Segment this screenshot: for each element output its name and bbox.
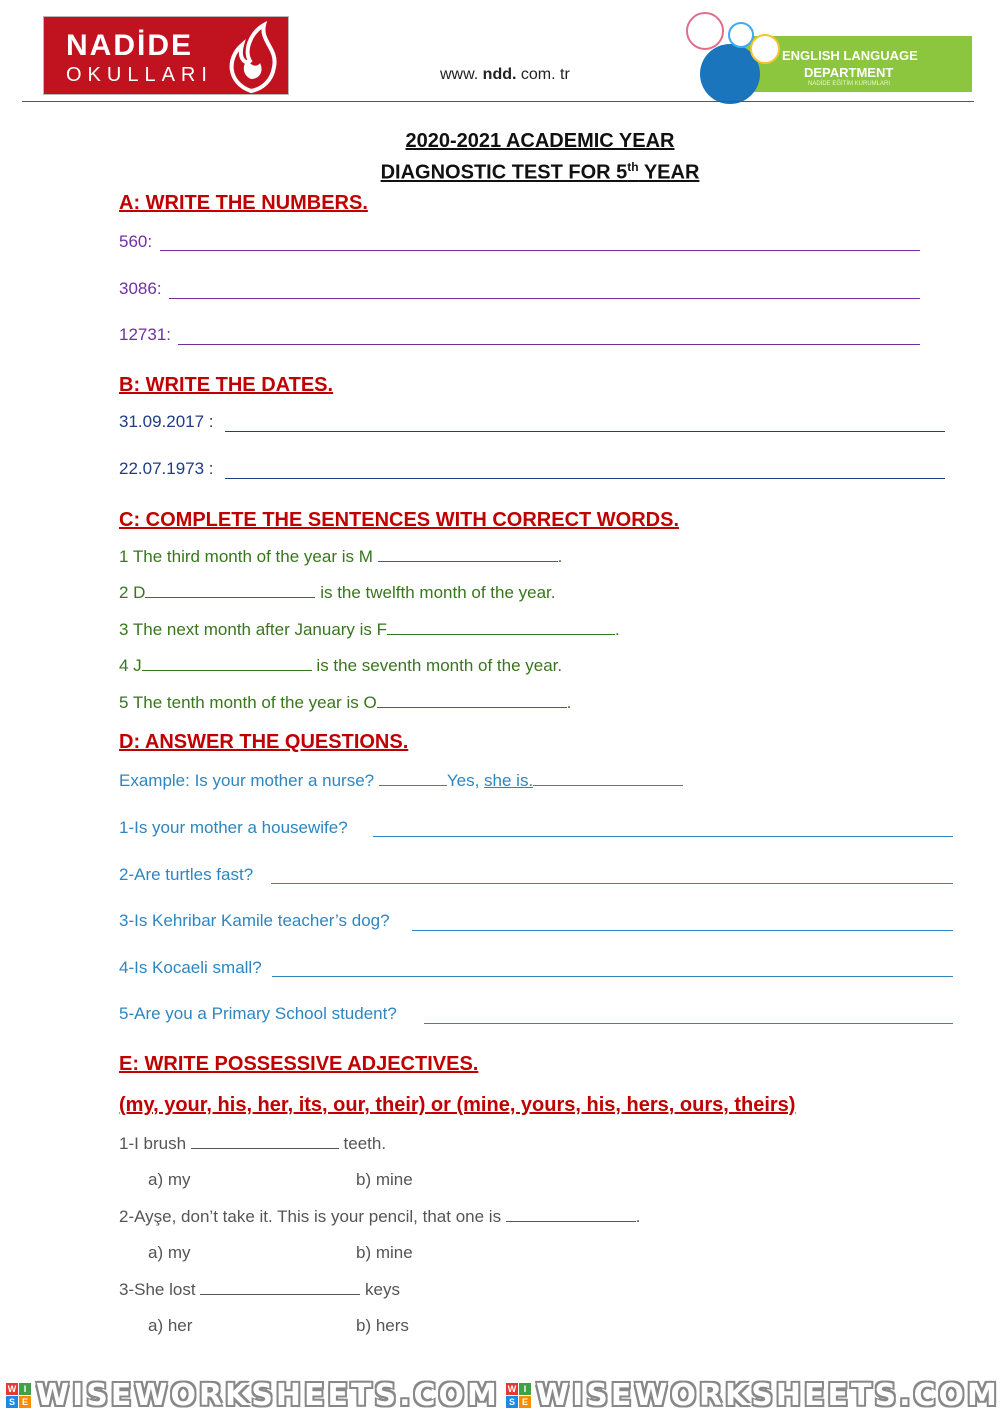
date-item: 31.09.2017 : xyxy=(119,412,214,431)
answer-line[interactable] xyxy=(160,250,920,251)
section-e-word-list: (my, your, his, her, its, our, their) or (mine, yours, his, hers, ours, theirs) xyxy=(119,1094,796,1116)
blank[interactable] xyxy=(506,1207,636,1222)
smiley-face-icon xyxy=(750,34,780,64)
logo-line2: OKULLARI xyxy=(66,64,213,86)
option-b[interactable]: b) hers xyxy=(356,1316,409,1335)
flame-logo-icon xyxy=(220,21,282,93)
school-logo xyxy=(43,16,289,95)
date-item: 22.07.1973 : xyxy=(119,459,214,478)
watermark-text: WISEWORKSHEETS.COM xyxy=(36,1378,500,1413)
option-a[interactable]: a) my xyxy=(148,1170,191,1189)
sentence-item: 5 The tenth month of the year is O . xyxy=(119,693,572,712)
header-divider xyxy=(22,101,974,102)
number-item: 12731: xyxy=(119,325,171,344)
answer-line[interactable] xyxy=(271,883,953,884)
sentence-item: 1 The third month of the year is M . xyxy=(119,547,563,566)
question-item: 3-Is Kehribar Kamile teacher’s dog? xyxy=(119,911,390,930)
blank xyxy=(533,771,683,786)
answer-line[interactable] xyxy=(225,431,945,432)
website-url: www. ndd. com. tr xyxy=(440,66,570,83)
answer-line[interactable] xyxy=(178,344,920,345)
page-subtitle: DIAGNOSTIC TEST FOR 5th YEAR xyxy=(380,160,700,184)
section-b-heading: B: WRITE THE DATES. xyxy=(119,374,334,396)
possessive-question: 1-I brush teeth. xyxy=(119,1134,387,1153)
answer-line[interactable] xyxy=(225,478,945,479)
section-e-heading: E: WRITE POSSESSIVE ADJECTIVES. xyxy=(119,1053,479,1075)
blank[interactable] xyxy=(377,693,567,708)
wiseworksheets-icon: W I S E xyxy=(506,1383,532,1409)
question-item: 5-Are you a Primary School student? xyxy=(119,1004,397,1023)
option-a[interactable]: a) her xyxy=(148,1316,193,1335)
blank xyxy=(379,771,447,786)
blank[interactable] xyxy=(200,1280,360,1295)
number-item: 560: xyxy=(119,232,153,251)
english-department-logo xyxy=(700,16,975,96)
option-b[interactable]: b) mine xyxy=(356,1170,413,1189)
logo-line1: NADİDE xyxy=(66,29,194,62)
blank[interactable] xyxy=(387,620,615,635)
section-c-heading: C: COMPLETE THE SENTENCES WITH CORRECT WORDS. xyxy=(119,509,679,531)
sentence-item: 2 D is the twelfth month of the year. xyxy=(119,583,556,602)
question-item: 2-Are turtles fast? xyxy=(119,865,254,884)
answer-line[interactable] xyxy=(412,930,953,931)
answer-line[interactable] xyxy=(169,298,920,299)
answer-line[interactable] xyxy=(424,1023,953,1024)
page-title: 2020-2021 ACADEMIC YEAR xyxy=(405,130,675,152)
section-a-heading: A: WRITE THE NUMBERS. xyxy=(119,192,368,214)
smiley-face-icon xyxy=(686,12,724,50)
blank[interactable] xyxy=(191,1134,339,1149)
answer-line[interactable] xyxy=(373,836,953,837)
blank[interactable] xyxy=(142,656,312,671)
watermark-text: WISEWORKSHEETS.COM xyxy=(536,1378,1000,1413)
question-item: 4-Is Kocaeli small? xyxy=(119,958,262,977)
blank[interactable] xyxy=(145,583,315,598)
department-subtitle: NADİDE EĞİTİM KURUMLARI xyxy=(808,81,891,87)
section-d-heading: D: ANSWER THE QUESTIONS. xyxy=(119,731,409,753)
department-title-line2: DEPARTMENT xyxy=(804,65,894,80)
sentence-item: 4 J is the seventh month of the year. xyxy=(119,656,563,675)
answer-line[interactable] xyxy=(272,976,953,977)
possessive-question: 3-She lost keys xyxy=(119,1280,400,1299)
blank[interactable] xyxy=(378,547,558,562)
possessive-question: 2-Ayşe, don’t take it. This is your pencil, that one is . xyxy=(119,1207,641,1226)
option-b[interactable]: b) mine xyxy=(356,1243,413,1262)
example-question: Example: Is your mother a nurse? Yes, she is. xyxy=(119,771,683,791)
department-title-line1: ENGLISH LANGUAGE xyxy=(782,48,918,63)
wiseworksheets-icon: W I S E xyxy=(6,1383,32,1409)
option-a[interactable]: a) my xyxy=(148,1243,191,1262)
sentence-item: 3 The next month after January is F . xyxy=(119,620,620,639)
number-item: 3086: xyxy=(119,279,162,298)
question-item: 1-Is your mother a housewife? xyxy=(119,818,348,837)
